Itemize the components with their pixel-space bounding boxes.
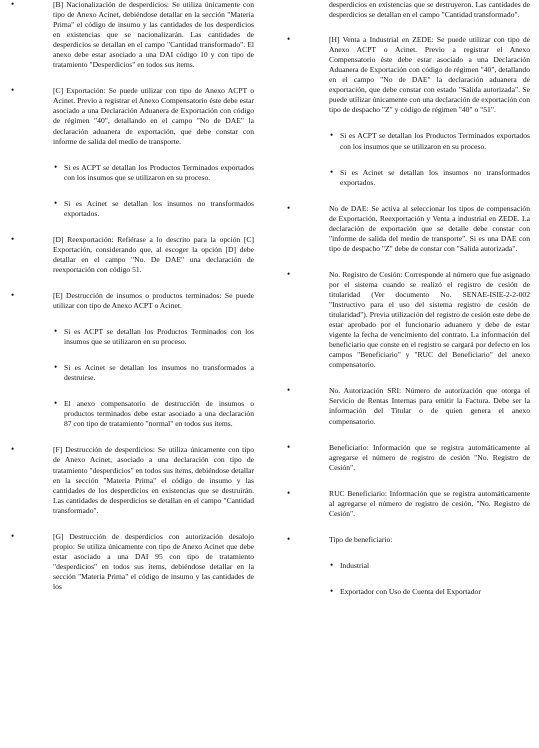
bullet: • — [330, 130, 334, 141]
paragraph-text: No de DAE: Se activa al seleccionar los tipos de compensación de Exportación, Reexportación y Venta a industrial en ZEDE. La declaración de exportación que se detalle debe constar con "informe de salida del medio de transporte". Si es una DAE con tipo de despacho "Z" debe de constar con "Salida autorizada". — [329, 203, 530, 253]
bullet: • — [330, 559, 334, 570]
subitem-text: Si es Acinet se detallan los insumos no transformados a destruirse. — [64, 363, 254, 383]
bullet: • — [54, 362, 58, 373]
bullet: • — [54, 161, 58, 172]
paragraph-text: Tipo de beneficiario: — [329, 534, 393, 544]
bullet: • — [287, 441, 291, 452]
paragraph-text: [F] Destrucción de desperdicios: Se utiliza únicamente con tipo de Anexo Acinet, asociado a una declaración con tipo de tratamiento "desperdicios" en todos sus ítems, debiéndose detallar en la sección "Materia Prima" el código de insumo y las cantidades de los desperdicios en existencias que se destruirán. Las cantidades de desperdicios se detallan en el campo "Cantidad transformado". — [53, 445, 254, 515]
bullet: • — [11, 444, 15, 455]
subitem-text: Si es ACPT se detallan los Productos Terminados exportados con los insumos que se utilizaron en su proceso. — [64, 162, 254, 182]
subitem-exportador — [284, 587, 530, 597]
right-column — [284, 0, 530, 613]
subitem-anexo-87 — [8, 399, 254, 429]
subitem-acinet — [8, 363, 254, 383]
subitem-industrial — [284, 561, 530, 571]
bullet: • — [330, 585, 334, 596]
paragraph-h-venta-zede — [284, 35, 530, 115]
bullet: • — [54, 326, 58, 337]
paragraph-text: desperdicios en existencias que se destruyeron. Las cantidades de desperdicios se detallan en el campo "Cantidad transformado". — [329, 0, 530, 20]
paragraph-registro-cesion — [284, 270, 530, 370]
paragraph-text: [B] Nacionalización de desperdicios: Se utiliza únicamente con tipo de Anexo Acinet, debiéndose detallar en la sección "Materia Prima" el código de insumo y las cantidades de los desperdicios en existencias que se nacionalizarán. Las cantidades de desperdicios se detallan en el campo "Cantidad transformado". El anexo debe estar asociado a una DAI código 10 y con tipo de tratamiento "Desperdicios" en todos sus ítems. — [53, 0, 254, 70]
paragraph-f-destruccion-desperdicios — [8, 445, 254, 515]
paragraph-c-exportacion — [8, 86, 254, 146]
bullet: • — [287, 268, 291, 279]
subitem-acpt — [8, 163, 254, 183]
bullet: • — [330, 166, 334, 177]
paragraph-text: [E] Destrucción de insumos o productos terminados: Se puede utilizar con tipo de Anexo ACPT o Acinet. — [53, 290, 254, 311]
paragraph-e-destruccion — [8, 291, 254, 311]
subitem-text: Industrial — [340, 560, 370, 570]
subitem-text: Si es ACPT se detallan los Productos Terminados exportados con los insumos que se utilizaron en su proceso. — [340, 131, 530, 151]
paragraph-autorizacion-sri — [284, 386, 530, 426]
paragraph-text: RUC Beneficiario: Información que se registra automáticamente al agregarse el número de registro de cesión, "No. Registro de Cesión". — [329, 488, 530, 518]
left-column — [8, 0, 254, 608]
paragraph-text: Beneficiario: Información que se registra automáticamente al agregarse el número de registro de cesión "No. Registro de Cesión". — [329, 442, 530, 472]
bullet: • — [287, 202, 291, 213]
paragraph-text: [G] Destrucción de desperdicios con autorización desalojo propio: Se utiliza únicamente con tipo de Anexo Acinet que debe estar asociado a una DAI 95 con tipo de tratamiento "desperdicios" en todos sus ítems, debiéndose detallar en la sección "Materia Prima" el código de insumo y las cantidades de los — [53, 531, 254, 591]
bullet: • — [11, 289, 15, 300]
bullet: • — [11, 85, 15, 96]
paragraph-g-desalojo-propio — [8, 532, 254, 592]
bullet: • — [54, 197, 58, 208]
bullet: • — [11, 530, 15, 541]
paragraph-text: [H] Venta a Industrial en ZEDE: Se puede utilizar con tipo de Anexo ACPT o Acinet. Previo a registrar el Anexo Compensatorio éste debe estar asociado a una Declaración Aduanera de Exportación con código de régimen "40", detallando en el campo "No de DAE" la declaración aduanera de exportación, que debe constar con estado "Salida autorizada". Se puede utilizar únicamente con una declaración de exportación con tipo de despacho "Z" y código de régimen "40" o "51". — [329, 35, 530, 115]
paragraph-d-reexportacion — [8, 235, 254, 275]
subitem-acpt — [8, 327, 254, 347]
paragraph-text: [D] Reexportación: Refiérase a lo descrito para la opción [C] Exportación, considerando que, al escoger la opción [D] debe detallar en el campo "No. De DAE" una declaración de reexportación con código 51. — [53, 234, 254, 274]
paragraph-text: No. Autorización SRI: Número de autorización que otorga el Servicio de Rentas Internas para emitir la Factura. Debe ser la información del Titular o de quien genera el anexo compensatorio. — [329, 386, 530, 426]
paragraph-beneficiario — [284, 443, 530, 473]
subitem-acinet — [8, 199, 254, 219]
subitem-text: Si es ACPT se detallan los Productos Terminados con los insumos que se utilizaron en su proceso. — [64, 327, 254, 347]
bullet: • — [11, 233, 15, 244]
paragraph-tipo-beneficiario — [284, 535, 530, 545]
paragraph-b-nacionalizacion — [8, 0, 254, 70]
bullet: • — [287, 533, 291, 544]
subitem-text: Exportador con Uso de Cuenta del Exportador — [340, 586, 481, 596]
subitem-acinet — [284, 168, 530, 188]
bullet: • — [287, 487, 291, 498]
subitem-acpt — [284, 131, 530, 151]
paragraph-text: [C] Exportación: Se puede utilizar con tipo de Anexo ACPT o Acinet. Previo a registrar el Anexo Compensatorio éste debe estar asociado a una Declaración Aduanera de Exportación con código de régimen "40", detallando en el campo "No de DAE" la declaración aduanera de exportación, que debe constar con informe de salida del medio de transporte. — [53, 86, 254, 146]
paragraph-text: No. Registro de Cesión: Corresponde al número que fue asignado por el sistema cuando se realizó el registro de cesión de titularidad (Ver documento No. SENAE-ISIE-2-2-002 "Instructivo para el uso del sistema registro de cesión de titularidad"). Previa utilización del registro de cesión este debe de estar aprobado por el funcionario aduanero y debe de estar vigente la fecha de vencimiento del contrato. La información del beneficiario que conste en el registro se cargará por defecto en los campos "Beneficiario" y "RUC del Beneficiario" del anexo compensatorio. — [329, 269, 530, 370]
paragraph-continuation — [284, 0, 530, 20]
bullet: • — [54, 398, 58, 409]
subitem-text: El anexo compensatorio de destrucción de insumos o productos terminados debe estar asociado a una declaración 87 con tipo de tratamiento "normal" en todos sus ítems. — [64, 399, 254, 429]
paragraph-no-de-dae — [284, 204, 530, 254]
bullet: • — [287, 385, 291, 396]
subitem-text: Si es Acinet se detallan los insumos no transformados exportados. — [64, 198, 254, 218]
subitem-text: Si es Acinet se detallan los insumos no transformados exportados. — [340, 167, 530, 187]
paragraph-ruc-beneficiario — [284, 489, 530, 519]
bullet: • — [287, 34, 291, 45]
bullet: • — [11, 0, 15, 9]
